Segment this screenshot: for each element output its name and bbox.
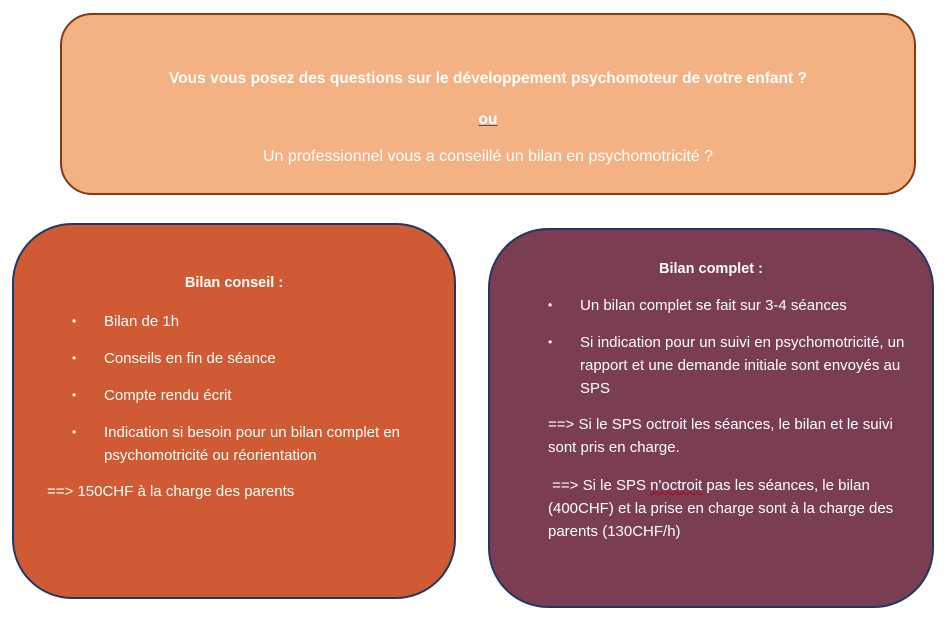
or-label: ou	[478, 111, 498, 128]
list-item: • Indication si besoin pour un bilan complet en psychomotricité ou réorientation	[72, 421, 432, 467]
question-banner	[60, 13, 916, 195]
bullet-icon: •	[72, 314, 77, 328]
bilan-complet-card	[488, 228, 934, 608]
question-development: Vous vous posez des questions sur le développement psychomoteur de votre enfant ?	[169, 70, 807, 87]
bilan-complet-title: Bilan complet :	[659, 261, 763, 277]
or-separator	[62, 111, 914, 129]
bilan-conseil-price: ==> 150CHF à la charge des parents	[47, 483, 295, 500]
bullet-icon: •	[72, 425, 77, 439]
list-item: • Conseils en fin de séance	[72, 347, 432, 370]
sps-refused-note: ==> Si le SPS n'octroit pas les séances, le bilan (400CHF) et la prise en charge sont à la charge des parents (130CHF/h)	[548, 477, 894, 540]
list-item: • Bilan de 1h	[72, 310, 432, 333]
bilan-complet-list	[548, 294, 908, 414]
bullet-icon: •	[548, 335, 553, 349]
bullet-icon: •	[548, 298, 553, 312]
bullet-icon: •	[72, 388, 77, 402]
list-item: • Si indication pour un suivi en psychomotricité, un rapport et une demande initiale sont envoyés au SPS	[548, 331, 908, 400]
spellcheck-word: n'octroit	[650, 477, 703, 494]
bullet-icon: •	[72, 351, 77, 365]
list-item: • Compte rendu écrit	[72, 384, 432, 407]
list-item: • Un bilan complet se fait sur 3-4 séances	[548, 294, 908, 317]
bilan-conseil-title: Bilan conseil :	[184, 275, 284, 291]
bilan-conseil-list	[72, 310, 432, 481]
question-professional: Un professionnel vous a conseillé un bilan en psychomotricité ?	[262, 148, 714, 165]
sps-accepted-note: ==> Si le SPS octroit les séances, le bilan et le suivi sont pris en charge.	[548, 416, 893, 456]
bilan-conseil-card	[12, 223, 456, 599]
